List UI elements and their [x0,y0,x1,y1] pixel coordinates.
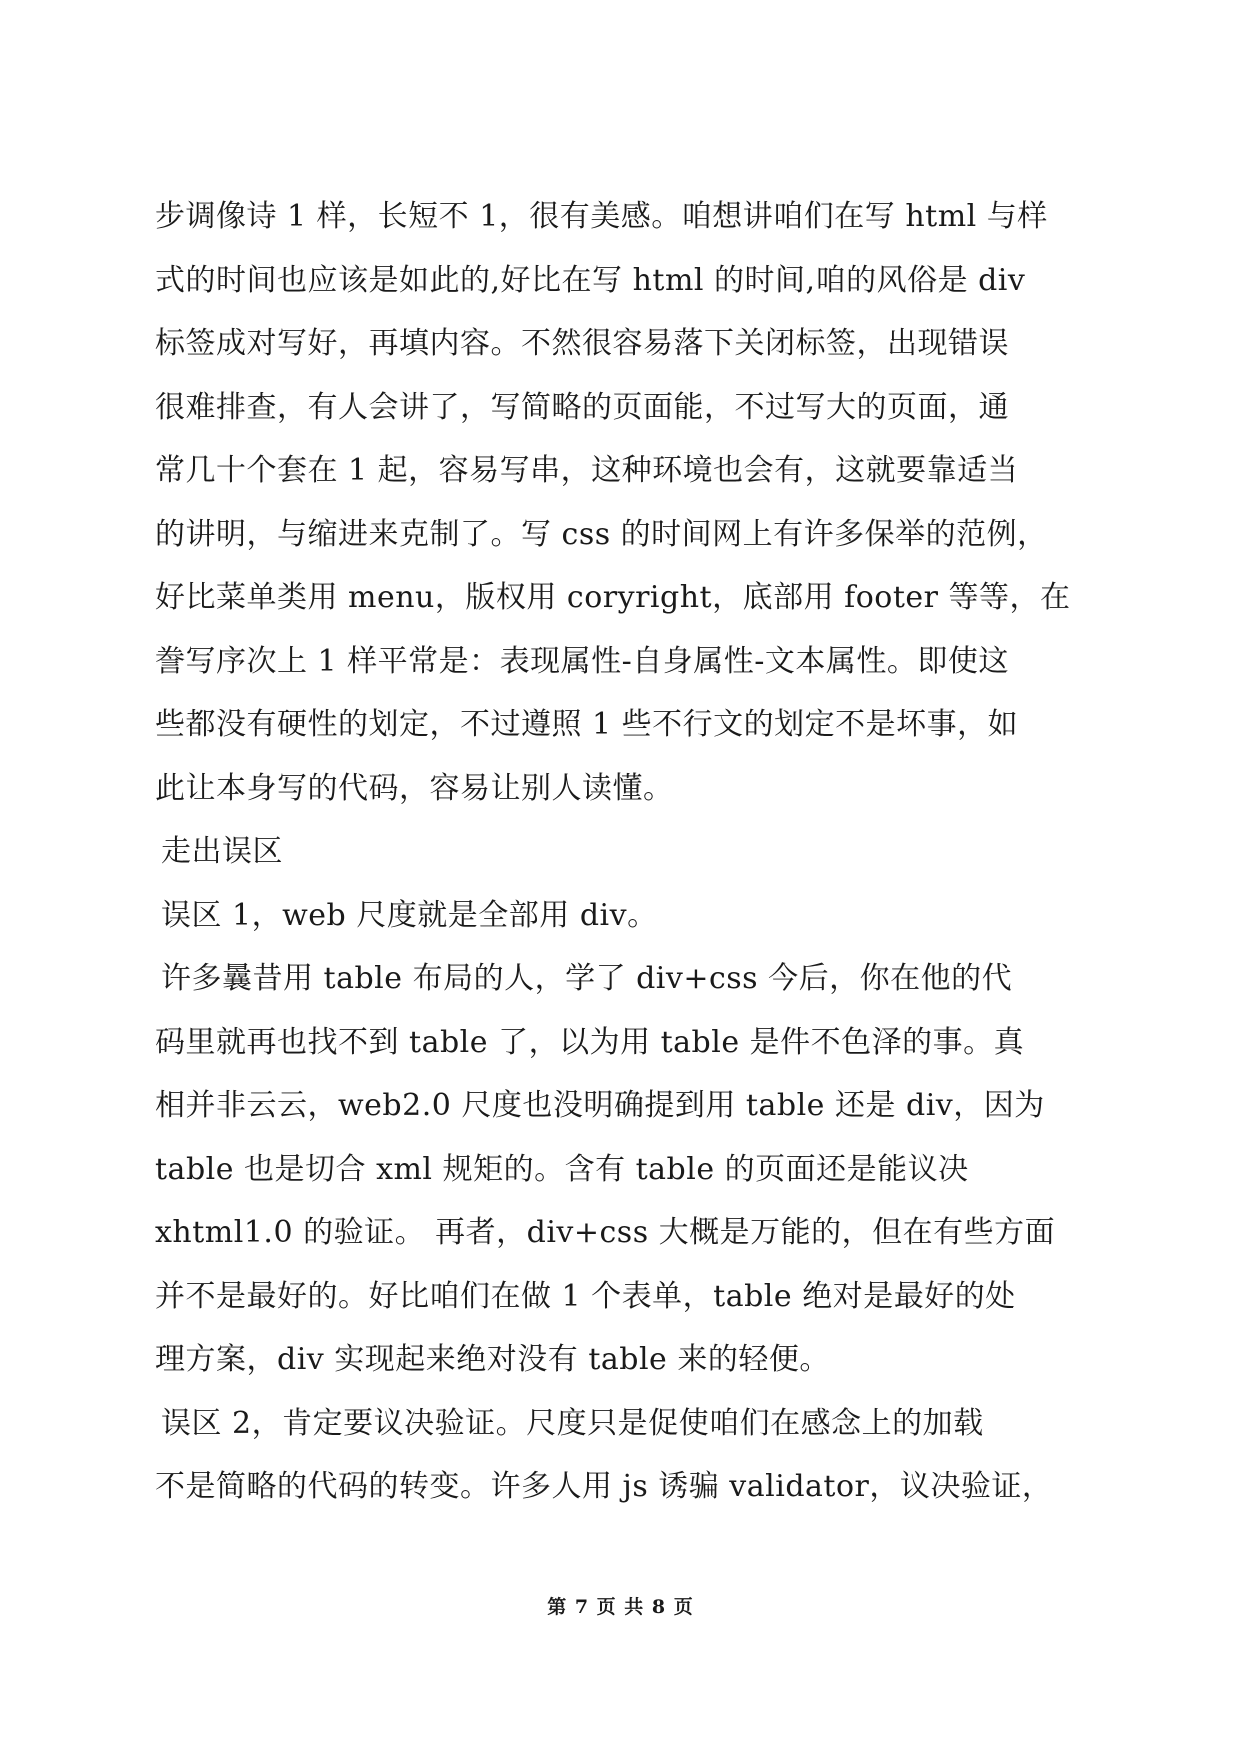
text-line: 误区 2，肯定要议决验证。尺度只是促使咱们在感念上的加载 [161,1405,984,1441]
section-heading: 走出误区 [161,834,283,869]
text-line: 些都没有硬性的划定，不过遵照 1 些不行文的划定不是坏事，如 [155,707,1019,742]
text-line: 誊写序次上 1 样平常是：表现属性-自身属性-文本属性。即使这 [155,643,1009,679]
text-line: 并不是最好的。好比咱们在做 1 个表单，table 绝对是最好的处 [155,1278,1016,1314]
text-line: 此让本身写的代码，容易让别人读懂。 [155,770,674,806]
text-line: table 也是切合 xml 规矩的。含有 table 的页面还是能议决 [155,1151,969,1187]
text-line: 的讲明，与缩进来克制了。写 css 的时间网上有许多保举的范例， [155,516,1048,552]
text-line: 式的时间也应该是如此的,好比在写 html 的时间,咱的风俗是 div [155,262,1026,298]
page-number-footer: 第 7 页 共 8 页 [547,1596,694,1618]
text-line: 理方案，div 实现起来绝对没有 table 来的轻便。 [155,1342,830,1377]
text-line: 好比菜单类用 menu，版权用 coryright，底部用 footer 等等，在 [155,580,1071,615]
text-line: 不是简略的代码的转变。许多人用 js 诱骗 validator，议决验证， [155,1469,1053,1504]
text-line: 常几十个套在 1 起，容易写串，这种环境也会有，这就要靠适当 [155,453,1019,488]
text-line: 步调像诗 1 样，长短不 1，很有美感。咱想讲咱们在写 html 与样 [155,199,1048,234]
text-line: 许多曩昔用 table 布局的人，学了 div+css 今后，你在他的代 [161,961,1013,996]
myth-1-title: 误区 1，web 尺度就是全部用 div。 [161,897,658,933]
text-line: 标签成对写好，再填内容。不然很容易落下关闭标签，出现错误 [155,326,1009,361]
text-line: 很难排查，有人会讲了，写简略的页面能，不过写大的页面，通 [155,389,1009,425]
text-line: 相并非云云，web2.0 尺度也没明确提到用 table 还是 div，因为 [155,1088,1045,1123]
document-body [155,185,1090,1519]
text-line: xhtml1.0 的验证。 再者，div+css 大概是万能的，但在有些方面 [155,1215,1056,1250]
text-line: 码里就再也找不到 table 了，以为用 table 是件不色泽的事。真 [155,1024,1025,1060]
